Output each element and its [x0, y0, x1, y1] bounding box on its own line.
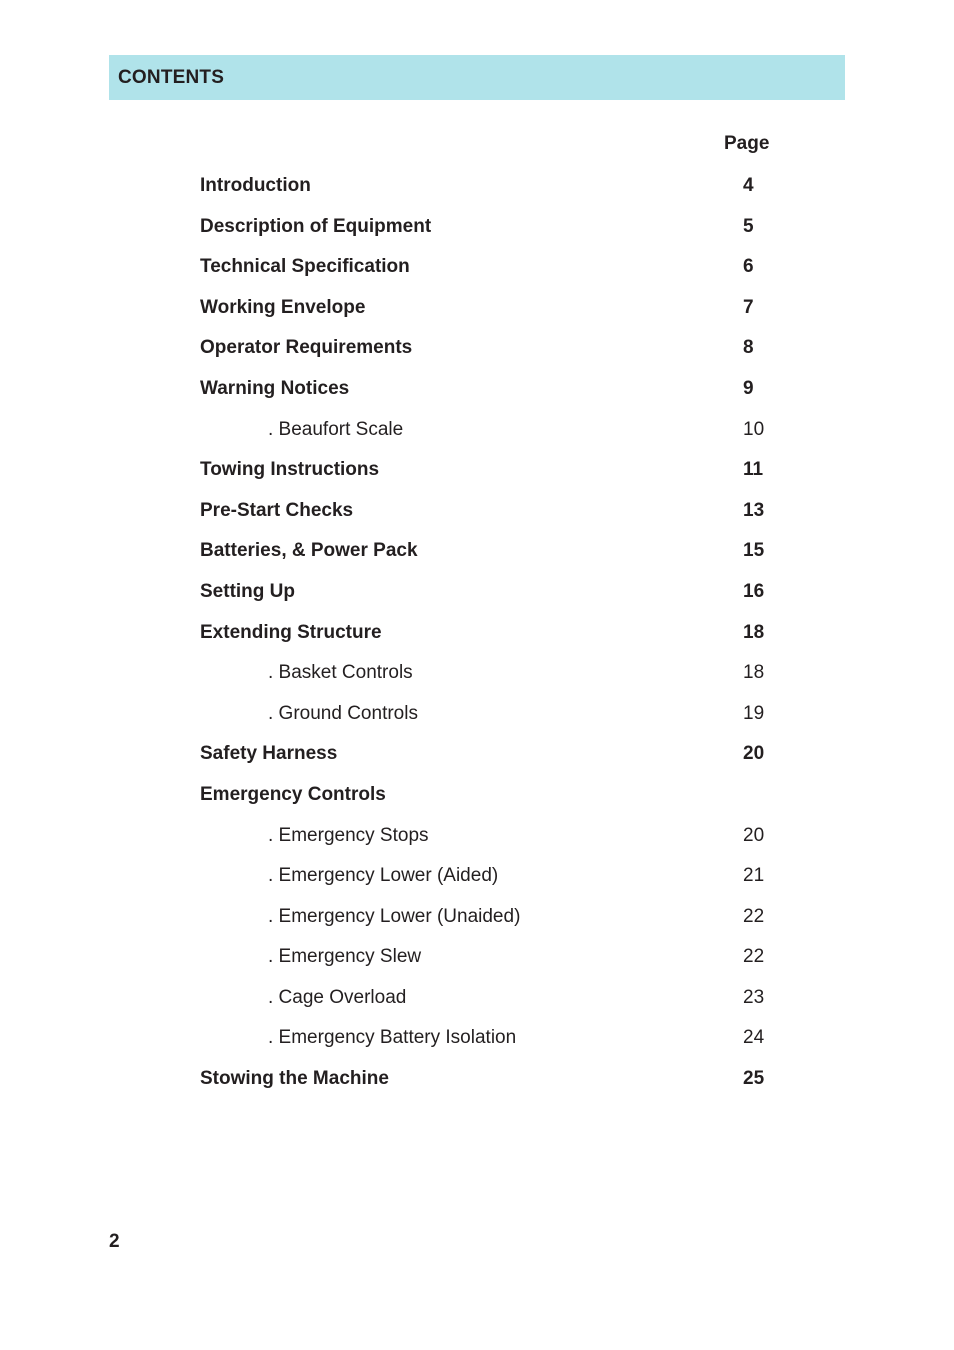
- toc-entry-page: 21: [743, 865, 765, 887]
- toc-subentry-emergency-lower-aided[interactable]: [200, 856, 800, 897]
- contents-title: CONTENTS: [118, 66, 225, 88]
- toc-entry-page: 15: [743, 540, 765, 562]
- toc-entry-title: . Basket Controls: [268, 662, 413, 684]
- toc-entry-title: Warning Notices: [200, 377, 350, 399]
- toc-entry-description-of-equipment[interactable]: [200, 207, 800, 248]
- toc-entry-batteries-power-pack[interactable]: [200, 531, 800, 572]
- toc-subentry-emergency-stops[interactable]: [200, 816, 800, 857]
- toc-entry-page: 7: [743, 296, 754, 318]
- toc-entry-extending-structure[interactable]: [200, 613, 800, 654]
- toc-entry-pre-start-checks[interactable]: [200, 491, 800, 532]
- toc-subentry-beaufort-scale[interactable]: [200, 410, 800, 451]
- toc-entry-operator-requirements[interactable]: [200, 328, 800, 369]
- toc-entry-stowing-the-machine[interactable]: [200, 1059, 800, 1100]
- toc-entry-title: Safety Harness: [200, 743, 338, 765]
- toc-entry-page: 20: [743, 824, 765, 846]
- toc-entry-title: Towing Instructions: [200, 459, 380, 481]
- toc-entry-title: Introduction: [200, 175, 311, 196]
- toc-entry-title: . Ground Controls: [268, 702, 418, 724]
- toc-entry-towing-instructions[interactable]: [200, 450, 800, 491]
- toc-entry-page: 20: [743, 743, 765, 765]
- toc-entry-emergency-controls[interactable]: [200, 775, 800, 816]
- toc-entry-title: Description of Equipment: [200, 215, 432, 237]
- toc-entry-title: . Emergency Battery Isolation: [268, 1027, 517, 1049]
- toc-entry-page: 19: [743, 702, 765, 724]
- contents-header-bar: [109, 55, 845, 100]
- toc-entry-page: 9: [743, 377, 754, 399]
- toc-entry-introduction[interactable]: [200, 166, 800, 207]
- toc-entry-page: 25: [743, 1068, 765, 1090]
- toc-entry-title: . Beaufort Scale: [268, 418, 404, 440]
- toc-entry-page: 18: [743, 662, 765, 684]
- toc-entry-title: Operator Requirements: [200, 337, 413, 359]
- page-column-label: Page: [724, 133, 770, 154]
- toc-entry-title: . Emergency Lower (Unaided): [268, 905, 521, 927]
- toc-entry-page: 24: [743, 1027, 765, 1049]
- toc-subentry-emergency-slew[interactable]: [200, 937, 800, 978]
- toc-entry-title: Batteries, & Power Pack: [200, 540, 418, 562]
- toc-entry-page: 18: [743, 621, 765, 643]
- toc-subentry-basket-controls[interactable]: [200, 653, 800, 694]
- toc-entry-title: Extending Structure: [200, 621, 382, 643]
- toc-subentry-ground-controls[interactable]: [200, 694, 800, 735]
- table-of-contents: [200, 166, 800, 1100]
- toc-entry-working-envelope[interactable]: [200, 288, 800, 329]
- toc-entry-page: 13: [743, 499, 765, 521]
- toc-entry-title: . Emergency Lower (Aided): [268, 865, 499, 887]
- toc-entry-title: . Cage Overload: [268, 986, 407, 1008]
- toc-subentry-emergency-battery-isolation[interactable]: [200, 1018, 800, 1059]
- toc-subentry-cage-overload[interactable]: [200, 978, 800, 1019]
- toc-entry-technical-specification[interactable]: [200, 247, 800, 288]
- toc-entry-page: 5: [743, 215, 754, 237]
- toc-entry-title: . Emergency Slew: [268, 946, 422, 968]
- toc-entry-page: 10: [743, 418, 765, 440]
- toc-entry-title: Working Envelope: [200, 296, 366, 318]
- toc-entry-safety-harness[interactable]: [200, 734, 800, 775]
- toc-entry-page: 6: [743, 256, 754, 278]
- toc-entry-title: Emergency Controls: [200, 783, 386, 805]
- toc-entry-title: Pre-Start Checks: [200, 499, 354, 521]
- toc-entry-setting-up[interactable]: [200, 572, 800, 613]
- toc-entry-title: Stowing the Machine: [200, 1068, 389, 1090]
- toc-entry-title: Setting Up: [200, 580, 295, 602]
- page-number: 2: [109, 1231, 120, 1252]
- toc-entry-page: 8: [743, 337, 754, 359]
- toc-entry-page: 4: [743, 175, 754, 196]
- toc-entry-page: 16: [743, 580, 765, 602]
- toc-entry-page: 22: [743, 905, 765, 927]
- toc-entry-page: 23: [743, 986, 765, 1008]
- toc-entry-warning-notices[interactable]: [200, 369, 800, 410]
- toc-entry-page: 11: [743, 459, 764, 481]
- toc-entry-title: . Emergency Stops: [268, 824, 429, 846]
- toc-entry-page: 22: [743, 946, 765, 968]
- toc-subentry-emergency-lower-unaided[interactable]: [200, 897, 800, 938]
- toc-entry-title: Technical Specification: [200, 256, 410, 278]
